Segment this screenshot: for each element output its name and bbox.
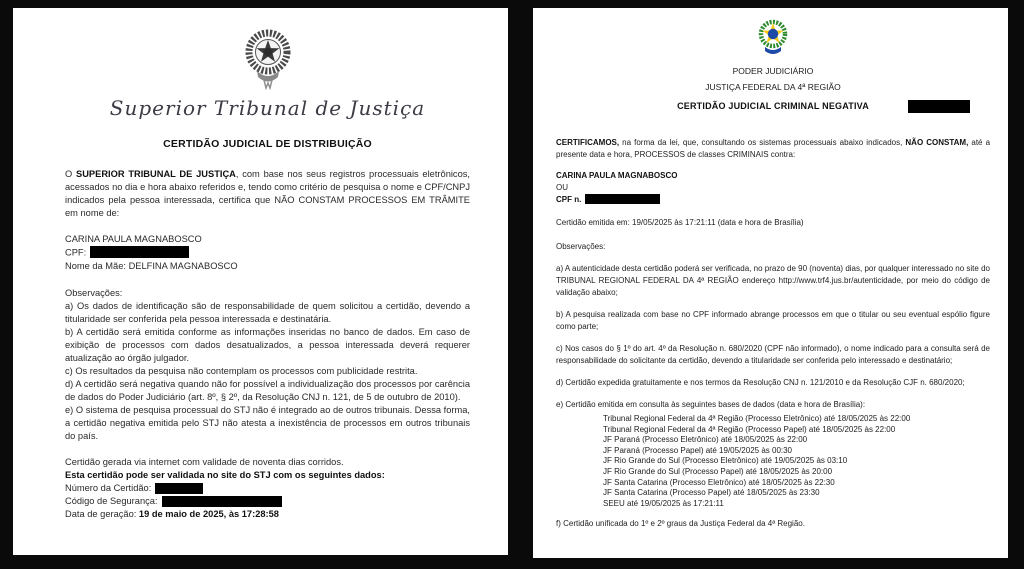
database-row: JF Paraná (Processo Papel) até 19/05/2025 às 00:30: [603, 445, 793, 455]
validation-block: [65, 456, 470, 521]
issued-line: Certidão emitida em: 19/05/2025 às 17:21:11 (data e hora de Brasília): [556, 218, 804, 227]
observation-item-c: c) Os resultados da pesquisa não contemplam os processos com publicidade restrita.: [65, 366, 418, 376]
nao-constam-bold: NÃO CONSTAM,: [905, 138, 969, 147]
document-title: CERTIDÃO JUDICIAL DE DISTRIBUIÇÃO: [163, 138, 372, 150]
certify-paragraph: [556, 137, 990, 161]
certificamos-bold: CERTIFICAMOS,: [556, 138, 620, 147]
database-row: SEEU até 19/05/2025 às 17:21:11: [603, 498, 724, 508]
generation-label: Data de geração:: [65, 509, 137, 519]
brazil-arms-gray-icon: [242, 28, 294, 90]
observation-item-a: a) A autenticidade desta certidão poderá ser verificada, no prazo de 90 (noventa) dias, por qualquer interessado no site do TRIBUNAL REGIONAL FEDERAL DA 4ª REGIÃO endereço http://www.trf4.jus.br/autenticidade, por meio do código de validação abaixo;: [556, 264, 990, 297]
observations-label: Observações:: [556, 242, 606, 251]
redacted-cert-number: [155, 483, 203, 494]
intro-pre: O: [65, 169, 76, 179]
observation-item-f: f) Certidão unificada do 1º e 2º graus da Justiça Federal da 4ª Região.: [556, 519, 805, 529]
database-row: JF Santa Catarina (Processo Papel) até 18/05/2025 às 23:30: [603, 488, 820, 498]
observation-item-b: b) A certidão será emitida conforme as informações inseridas no banco de dados. Em caso de exibição de processos com dados desatualizados, a pessoa interessada deverá requerer atualização ao órgão julgador.: [65, 327, 470, 363]
person-name: CARINA PAULA MAGNABOSCO: [65, 234, 202, 244]
ou-line: OU: [556, 183, 568, 192]
certify-text-1: na forma da lei, que, consultando os sistemas processuais abaixo indicados,: [619, 138, 906, 147]
intro-paragraph: [65, 168, 470, 220]
security-code-label: Código de Segurança:: [65, 496, 158, 506]
database-row: JF Paraná (Processo Eletrônico) até 18/05/2025 às 22:00: [603, 435, 808, 445]
observation-item-d: d) A certidão será negativa quando não for possível a individualização dos processos por carência de dados do Poder Judiciário (art. 8º, § 2º, da Resolução CNJ n. 121, de 5 de outubro de 2010).: [65, 379, 470, 402]
validity-line: Certidão gerada via internet com validade de noventa dias corridos.: [65, 457, 344, 467]
person-block: [65, 233, 470, 273]
cpf-label: CPF n.: [556, 195, 582, 204]
redacted-cpf-value: [90, 246, 189, 258]
cpf-label: CPF:: [65, 247, 87, 258]
observation-item-b: b) A pesquisa realizada com base no CPF informado abrange processos em que o titular ou seu eventual espólio figure como parte;: [556, 310, 990, 331]
document-title: CERTIDÃO JUDICIAL CRIMINAL NEGATIVA: [677, 101, 869, 111]
observations-label: Observações:: [65, 288, 123, 298]
mother-name: DELFINA MAGNABOSCO: [128, 261, 238, 271]
mother-line: [65, 260, 470, 273]
generation-line: [65, 508, 470, 521]
cpf-line: [65, 246, 470, 260]
database-row: Tribunal Regional Federal da 4ª Região (Processo Eletrônico) até 18/05/2025 às 22:00: [603, 414, 911, 423]
database-row: JF Rio Grande do Sul (Processo Papel) até 18/05/2025 às 20:00: [603, 466, 833, 476]
institution-script-title: Superior Tribunal de Justiça: [109, 96, 426, 120]
cert-number-line: [65, 482, 470, 495]
trf4-certificate-page: [533, 8, 1008, 558]
stj-coat-of-arms: [65, 28, 470, 94]
redacted-security-code: [162, 496, 282, 507]
database-row: Tribunal Regional Federal da 4ª Região (Processo Papel) até 18/05/2025 às 22:00: [603, 424, 896, 434]
certify-text-2: até a presente data e hora, PROCESSOS de classes CRIMINAIS contra:: [556, 138, 991, 159]
cpf-line: [556, 194, 990, 206]
mother-label: Nome da Mãe:: [65, 261, 126, 271]
validation-line: Esta certidão pode ser validada no site do STJ com os seguintes dados:: [65, 470, 385, 480]
observation-item-c: c) Nos casos do § 1º do art. 4º da Resolução n. 680/2020 (CPF não informado), o nome indicado para a consulta será de responsabilidade do solicitante da certidão, devendo a titularidade ser conferida pelo interessado e destinatário;: [556, 344, 990, 365]
intro-post: , com base nos seus registros processuais eletrônicos, acessados no dia e hora abaixo referidos e, tendo como critério de pesquisa o nome e CPF/CNPJ indicados pela pessoa interessada, certifica que NÃO CONSTAM PROCESSOS EM TRÂMITE em nome de:: [65, 169, 470, 218]
brazil-arms-color-icon: [753, 19, 793, 57]
redacted-header-code: [908, 100, 970, 113]
cert-number-label: Número da Certidão:: [65, 483, 152, 493]
intro-institution-bold: SUPERIOR TRIBUNAL DE JUSTIÇA: [76, 169, 236, 179]
redacted-cpf-value: [585, 194, 660, 204]
database-row: JF Santa Catarina (Processo Eletrônico) até 18/05/2025 às 22:30: [603, 477, 835, 487]
person-name: CARINA PAULA MAGNABOSCO: [556, 171, 678, 180]
observation-item-e: e) O sistema de pesquisa processual do STJ não é integrado ao de outros tribunais. Dessa forma, a certidão negativa emitida pelo STJ não atesta a inexistência de processos em outros tribunais do país.: [65, 405, 470, 441]
trf4-coat-of-arms: [556, 19, 990, 61]
database-list: [556, 414, 990, 509]
observation-item-a: a) Os dados de identificação são de responsabilidade de quem solicitou a certidão, devendo a titularidade ser conferida pela pessoa interessada e destinatária.: [65, 301, 470, 324]
stj-certificate-page: [13, 8, 508, 555]
database-row: JF Rio Grande do Sul (Processo Eletrônico) até 19/05/2025 às 03:10: [603, 456, 848, 466]
security-code-line: [65, 495, 470, 508]
person-block: [556, 170, 990, 206]
header-poder-judiciario: PODER JUDICIÁRIO: [732, 66, 814, 76]
observation-item-e: e) Certidão emitida em consulta às seguintes bases de dados (data e hora de Brasília):: [556, 400, 866, 409]
generation-datetime: 19 de maio de 2025, às 17:28:58: [138, 509, 279, 519]
observation-item-d: d) Certidão expedida gratuitamente e nos termos da Resolução CNJ n. 121/2010 e da Resolução CJF n. 680/2020;: [556, 378, 965, 387]
header-justica-federal: JUSTIÇA FEDERAL DA 4ª REGIÃO: [705, 82, 841, 92]
